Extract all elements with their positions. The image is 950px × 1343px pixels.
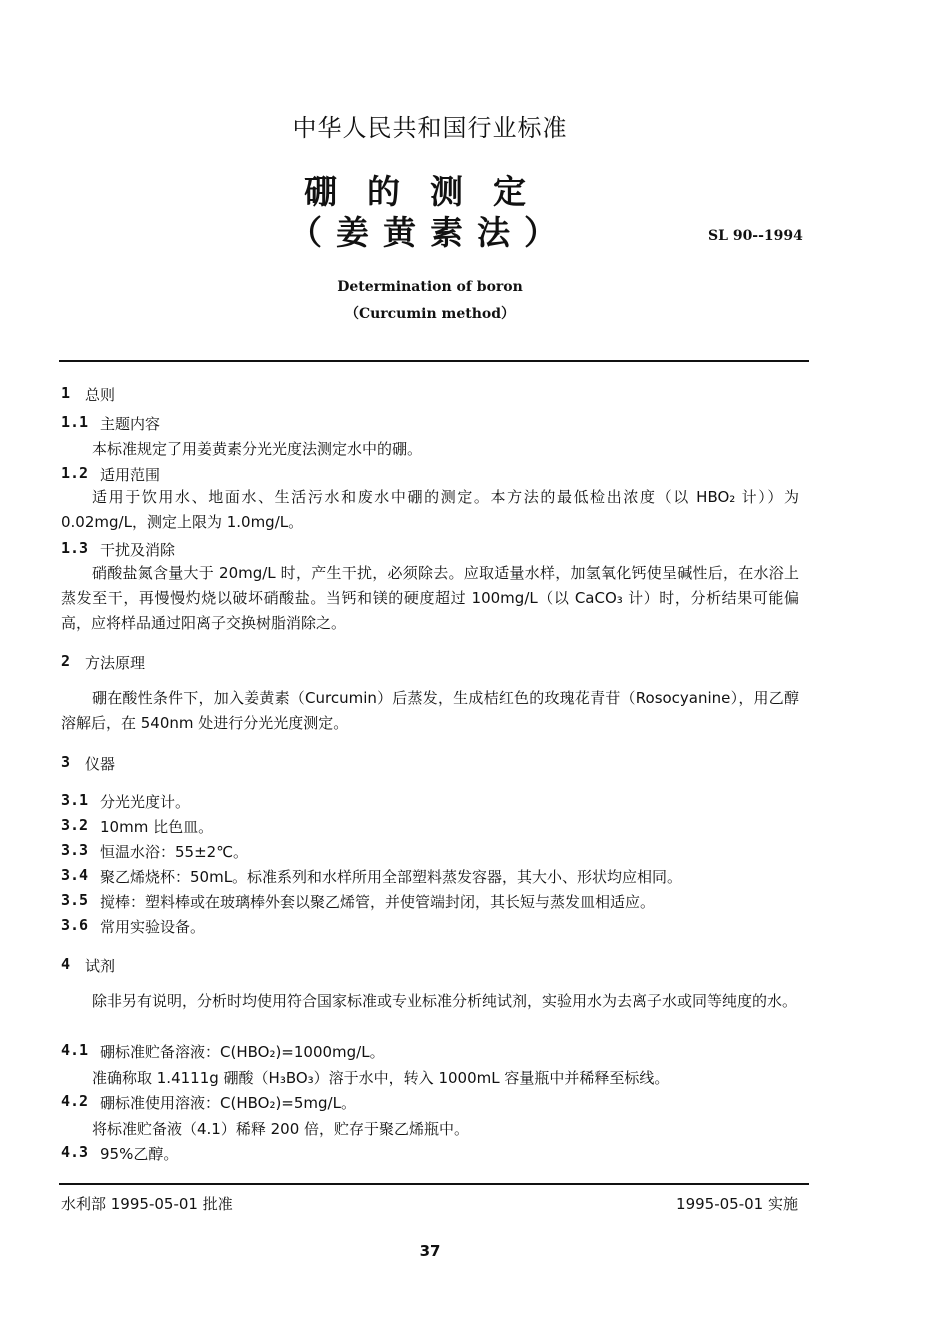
section-4-title: 试剂 <box>85 957 116 975</box>
effective-date: 1995-05-01 实施 <box>676 1195 798 1213</box>
section-1-1-text: 本标准规定了用姜黄素分光光度法测定水中的硼。 <box>92 440 423 458</box>
section-1-2-title: 适用范围 <box>100 466 161 484</box>
document-title: 硼的测定 <box>304 172 556 211</box>
section-4-2-text: 将标准贮备液（4.1）稀释 200 倍，贮存于聚乙烯瓶中。 <box>92 1120 470 1138</box>
section-1-3-text: 硝酸盐氮含量大于 20mg/L 时，产生干扰，必须除去。应取适量水样，加氢氧化钙使呈碱性后，在水浴上蒸发至干，再慢慢灼烧以破坏硝酸盐。当钙和镁的硬度超过 100mg/L（以 CaCO₃ 计）时，分析结果可能偏高，应将样品通过阳离子交换树脂消除之。 <box>61 564 799 632</box>
item-3-6-number: 3.6 <box>61 916 89 934</box>
standard-code: SL 90--1994 <box>708 228 803 244</box>
issuing-organization: 中华人民共和国行业标准 <box>292 114 568 142</box>
section-1-3-title: 干扰及消除 <box>100 541 176 559</box>
page-number: 37 <box>419 1242 441 1260</box>
item-3-1-number: 3.1 <box>61 791 89 809</box>
item-3-2-text: 10mm 比色皿。 <box>100 818 214 836</box>
item-3-6-text: 常用实验设备。 <box>100 918 206 936</box>
section-3-title: 仪器 <box>85 755 116 773</box>
item-3-5-text: 搅棒：塑料棒或在玻璃棒外套以聚乙烯管，并使管端封闭，其长短与蒸发皿相适应。 <box>100 893 656 911</box>
section-4-text: 除非另有说明，分析时均使用符合国家标准或专业标准分析纯试剂，实验用水为去离子水或同等纯度的水。 <box>92 992 798 1010</box>
document-subtitle: （姜黄素法） <box>289 213 571 252</box>
section-2-text: 硼在酸性条件下，加入姜黄素（Curcumin）后蒸发，生成桔红色的玫瑰花青苷（Rosocyanine），用乙醇溶解后，在 540nm 处进行分光光度测定。 <box>61 689 799 732</box>
english-subtitle: （Curcumin method） <box>344 306 516 322</box>
item-3-4-text: 聚乙烯烧杯：50mL。标准系列和水样所用全部塑料蒸发容器，其大小、形状均应相同。 <box>100 868 683 886</box>
footer-divider <box>59 1183 809 1185</box>
section-4-1-text: 准确称取 1.4111g 硼酸（H₃BO₃）溶于水中，转入 1000mL 容量瓶中并稀释至标线。 <box>92 1069 670 1087</box>
section-1-3-number: 1.3 <box>61 539 89 557</box>
section-1-1-title: 主题内容 <box>100 415 161 433</box>
section-4-1-title: 硼标准贮备溶液：C(HBO₂)=1000mg/L。 <box>100 1043 385 1061</box>
item-3-5-number: 3.5 <box>61 891 89 909</box>
section-1-2-text: 适用于饮用水、地面水、生活污水和废水中硼的测定。本方法的最低检出浓度（以 HBO₂ 计））为 0.02mg/L，测定上限为 1.0mg/L。 <box>61 488 799 531</box>
header-divider <box>59 360 809 362</box>
section-3-number: 3 <box>61 753 71 771</box>
section-2-title: 方法原理 <box>85 654 146 672</box>
section-4-1-number: 4.1 <box>61 1041 89 1059</box>
item-3-1-text: 分光光度计。 <box>100 793 191 811</box>
section-4-3-number: 4.3 <box>61 1143 89 1161</box>
section-1-1-number: 1.1 <box>61 413 89 431</box>
section-2-number: 2 <box>61 652 71 670</box>
item-3-2-number: 3.2 <box>61 816 89 834</box>
approval-date: 水利部 1995-05-01 批准 <box>61 1195 233 1213</box>
item-3-3-text: 恒温水浴：55±2℃。 <box>100 843 249 861</box>
section-1-title: 总则 <box>85 386 116 404</box>
section-1-2-number: 1.2 <box>61 464 89 482</box>
section-4-2-title: 硼标准使用溶液：C(HBO₂)=5mg/L。 <box>100 1094 356 1112</box>
item-3-3-number: 3.3 <box>61 841 89 859</box>
section-4-number: 4 <box>61 955 71 973</box>
section-4-2-number: 4.2 <box>61 1092 89 1110</box>
item-3-4-number: 3.4 <box>61 866 89 884</box>
section-1-number: 1 <box>61 384 71 402</box>
english-title: Determination of boron <box>337 279 523 295</box>
section-4-3-title: 95%乙醇。 <box>100 1145 179 1163</box>
